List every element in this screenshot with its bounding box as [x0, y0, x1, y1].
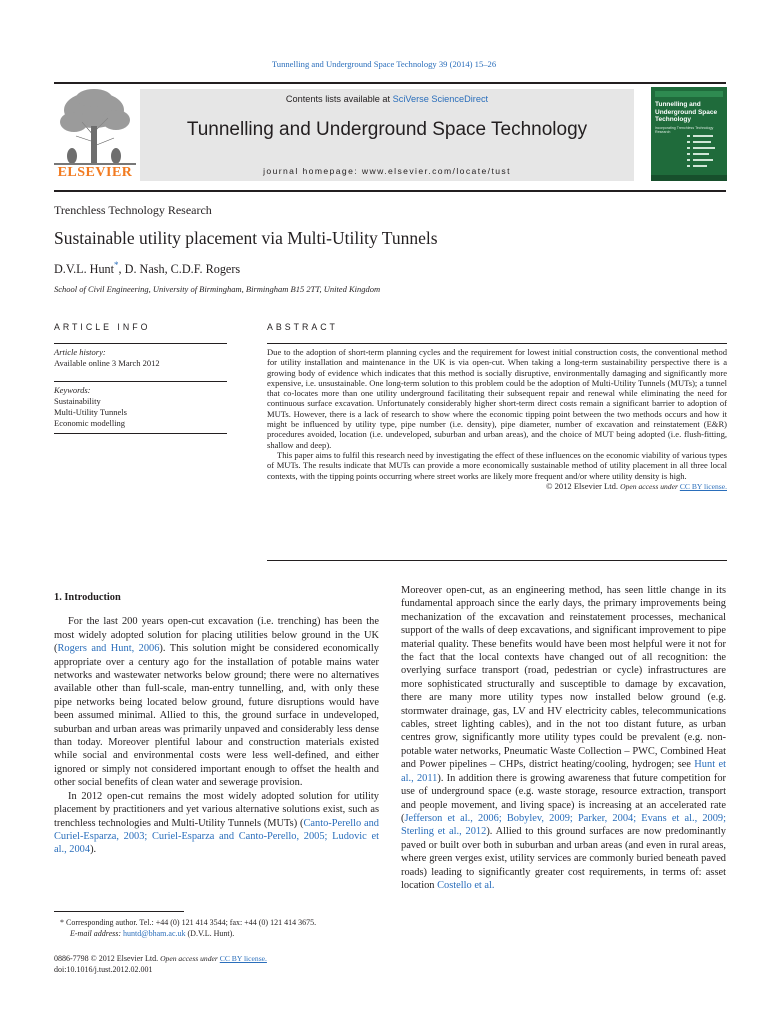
history-label: Article history: [54, 347, 106, 357]
journal-homepage[interactable]: journal homepage: www.elsevier.com/locate/tust [263, 166, 511, 176]
article-info-heading: ARTICLE INFO [54, 322, 151, 332]
article-info-rule [54, 343, 227, 344]
abstract-paragraph-2: This paper aims to fulfil this research need by investigating the effect of these influences on the economic viability of various types of MUTs. The results indicate that MUTs can provide a more economically sustainable method of utility placement in all three local contexts, with the tipping points occurring where street works are likely more frequent and/or where utility density is high. [267, 449, 727, 481]
open-access-text: Open access under [620, 481, 680, 491]
footnote [54, 917, 384, 939]
email-label: E-mail address: [70, 929, 124, 938]
ref-rogers-hunt-2006[interactable]: Rogers and Hunt, 2006 [57, 643, 160, 655]
doi-line[interactable]: doi:10.1016/j.tust.2012.02.001 [54, 965, 153, 974]
abstract-rule [267, 343, 727, 344]
journal-title: Tunnelling and Underground Space Technology [186, 119, 588, 140]
copyright-text: © 2012 Elsevier Ltd. [545, 480, 621, 491]
article-history [54, 347, 227, 369]
header-top-rule [54, 82, 726, 84]
contents-line [140, 94, 634, 104]
abstract-copyright [267, 481, 727, 492]
introduction-heading: 1. Introduction [54, 592, 121, 603]
text-run: Moreover open-cut, as an engineering method, has seen little change in its fundamental approach since the early days, the primary improvements being mechanization of the excavation and reinstatement processes, mechanical support of the walls of deep excavations, and significant improvement to pipe material quality. These benefits would have been most helpful were it not for the fact that the local contexts have changed out of all recognition: the overlying surface transport (road, pedestrian or cycle) infrastructures are more sophisticated structurally and susceptible to damage by excavation, there are many more utility types now installed below ground (e.g. stormwater drainage, gas, LV and HV electricity cables, telecommunications cables, street lighting cables), and in the not too distant future, as urban centres grow, significantly more utility types could be prevalent (e.g. non-potable water networks, Pneumatic Waste Collection – PWC, Combined Heat and Power pipelines – CHPs, district heating/cooling, hydrogen; see [401, 585, 726, 771]
open-access-text: Open access under [160, 954, 220, 963]
publisher-name: ELSEVIER [57, 165, 133, 180]
corresponding-author-note: * Corresponding author. Tel.: +44 (0) 121 414 3544; fax: +44 (0) 121 414 3675. [60, 918, 317, 927]
author-email-link[interactable]: huntd@bham.ac.uk [123, 929, 186, 938]
journal-citation[interactable]: Tunnelling and Underground Space Technology 39 (2014) 15–26 [271, 59, 497, 69]
keyword: Multi-Utility Tunnels [54, 407, 127, 417]
header-bottom-rule [54, 190, 726, 192]
abstract-paragraph-1: Due to the adoption of short-term planning cycles and the requirement for lowest initial construction costs, the conventional method for utility installation and maintenance in the UK is via open-cut. When taking a long-term sustainability perspective there is a growing body of evidence which indicates that this method is socially disruptive, environmentally damaging and significantly more expensive, i.e. unsustainable. One long-term solution to this problem could be the adoption of Multi-Utility Tunnels (MUTs); a tunnel that co-locates more than one utility underground facilitating their subsequent repair and renewal while eliminating the need for continuous surface excavation. Unfortunately considerably higher short-term direct costs remain a significant barrier to adoption of MUTs. However, there is a lack of research to show where the economic tipping point between the two methods occurs and how it might be influenced by utility type, pipe number (i.e. density), pipe diameter, number of excavation and reinstatement (E&R) procedures avoided, location (i.e. undeveloped, suburban and urban areas), and the choice of MUT being adopted (i.e. flush-fitting, shallow and deep). [267, 347, 727, 450]
authors-rest: , D. Nash, C.D.F. Rogers [118, 262, 241, 277]
intro-paragraph-1 [54, 615, 379, 789]
sciencedirect-link[interactable]: SciVerse ScienceDirect [392, 94, 489, 104]
footnote-rule [54, 911, 184, 912]
article-info-rule-2 [54, 381, 227, 382]
keywords-label: Keywords: [54, 385, 91, 395]
email-line [54, 928, 384, 939]
keywords [54, 385, 227, 429]
contents-prefix: Contents lists available at [285, 94, 393, 104]
article-info-rule-3 [54, 433, 227, 434]
abstract-heading: ABSTRACT [267, 322, 338, 332]
ref-costello[interactable]: Costello et al. [437, 879, 495, 891]
ref-jefferson-group[interactable]: Jefferson et al., 2006; Bobylev, 2009; Parker, 2004; Evans et al., 2009; Sterling et al., 2012 [401, 812, 726, 838]
corresponding-author-mark[interactable]: * [114, 260, 119, 270]
keyword: Economic modelling [54, 418, 126, 428]
ref-canto-perello-group[interactable]: Canto-Perello and Curiel-Esparza, 2003; Curiel-Esparza and Canto-Perello, 2005; Ludovic et al., 2004 [54, 817, 379, 856]
cover-subtitle: incorporating Trenchless Technology Research [655, 126, 714, 134]
author-hunt: D.V.L. Hunt [54, 262, 115, 277]
cover-journal-title: Tunnelling and Underground Space Technology [655, 101, 718, 123]
author-list [54, 260, 240, 277]
affiliation: School of Civil Engineering, University of Birmingham, Birmingham B15 2TT, United Kingdom [54, 284, 381, 294]
text-run: ). In addition there is growing awareness that future competition for use of underground space (e.g. waste storage, resource extraction, transport and people movement, and living space) is increasing at an accelerated rate ( [401, 772, 726, 824]
text-run: ). Allied to this ground surfaces are now predominantly paved or built over both in suburban and urban areas (and even in rural areas, where green verges exist, utility services are commonly buried beneath paved roads) leading to significantly greater cost requirements, in terms of: asset location [401, 826, 727, 891]
text-run: In 2012 open-cut remains the most widely adopted solution for utility placement by practitioners and yet various alternative solutions exist, such as trenchless technologies and Multi-Utility Tunnels (MUTs) ( [54, 790, 379, 829]
intro-paragraph-2 [54, 790, 379, 857]
section-label: Trenchless Technology Research [54, 203, 212, 217]
body-left-column [54, 591, 379, 857]
issn-text: 0886-7798 © 2012 Elsevier Ltd. [54, 954, 161, 963]
history-value: Available online 3 March 2012 [54, 358, 160, 368]
text-run: ). This solution might be considered economically appropriate over a century ago for the installation of potable mains water networks and wastewater networks below ground; there were no alternatives available other than full-scale, man-entry tunnelling, and, with only these pipe networks being located below ground, future disruptions would have been assumed minimal. Allied to this, the ground surface in undeveloped, suburban and urban areas was primarily unpaved and considerably less dense than today. Moreover plentiful labour and construction materials existed while social and environmental costs were less well-defined, and either ignored or simply not considered important enough to offset the health and other social benefits of clean water and sewerage provision. [54, 643, 379, 789]
cc-by-license-link-bottom[interactable]: CC BY license. [219, 954, 267, 963]
text-run: For the last 200 years open-cut excavation (i.e. trenching) has been the most widely adopted solution for placing utilities below ground in the UK ( [54, 616, 379, 655]
text-run: ). [90, 844, 97, 856]
issn-block [54, 953, 384, 975]
intro-paragraph-3 [401, 584, 726, 892]
abstract-body [267, 347, 727, 492]
body-right-column [401, 584, 726, 892]
abstract-bottom-rule [267, 560, 727, 561]
keyword: Sustainability [54, 396, 101, 406]
issn-line [54, 953, 384, 964]
article-title: Sustainable utility placement via Multi-Utility Tunnels [54, 228, 438, 248]
cc-by-license-link[interactable]: CC BY license. [679, 481, 727, 491]
ref-hunt-2011[interactable]: Hunt et al., 2011 [401, 759, 726, 784]
email-suffix: (D.V.L. Hunt). [185, 929, 235, 938]
